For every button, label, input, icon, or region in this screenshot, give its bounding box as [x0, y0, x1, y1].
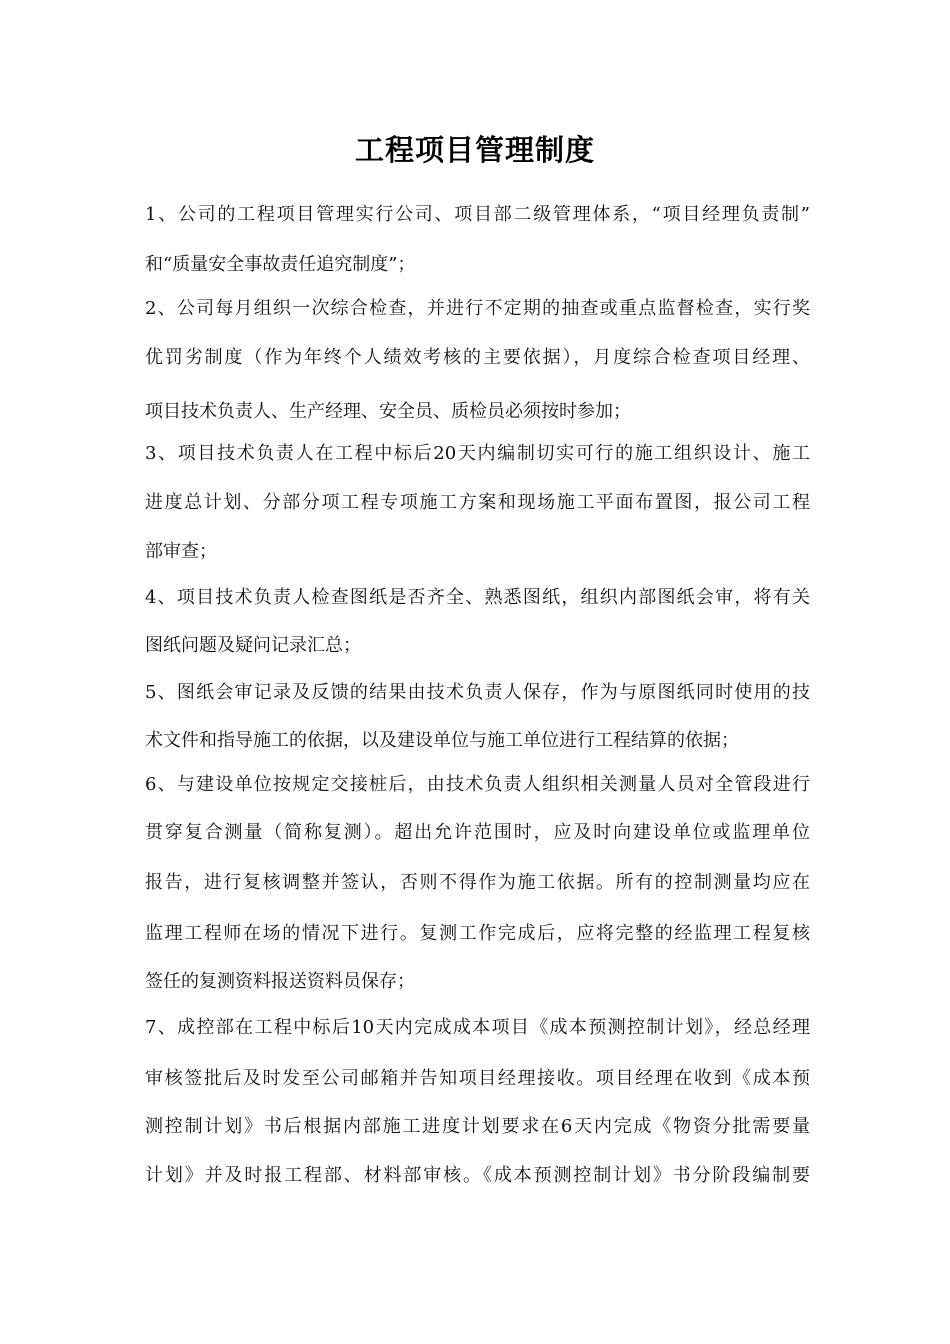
text-line: 和“质量安全事故责任追究制度”； — [145, 254, 416, 275]
text-line: 贯穿复合测量（简称复测）。超出允许范围时，应及时向建设单位或监理单位 — [145, 822, 810, 843]
text-line: 审核签批后及时发至公司邮箱并告知项目经理接收。项目经理在收到《成本预 — [145, 1068, 810, 1089]
text-line: 2、公司每月组织一次综合检查，并进行不定期的抽查或重点监督检查，实行奖 — [145, 298, 810, 319]
document-title: 工程项目管理制度 — [354, 133, 595, 167]
text-line: 监理工程师在场的情况下进行。复测工作完成后，应将完整的经监理工程复核 — [145, 923, 810, 944]
text-line: 3、项目技术负责人在工程中标后20天内编制切实可行的施工组织设计、施工 — [145, 443, 810, 464]
text-line: 项目技术负责人、生产经理、安全员、质检员必须按时参加； — [145, 401, 631, 422]
text-line: 7、成控部在工程中标后10天内完成成本项目《成本预测控制计划》，经总经理 — [145, 1017, 810, 1038]
text-line: 报告，进行复核调整并签认，否则不得作为施工依据。所有的控制测量均应在 — [145, 872, 810, 893]
text-line: 优罚劣制度（作为年终个人绩效考核的主要依据），月度综合检查项目经理、 — [145, 347, 810, 368]
text-line: 进度总计划、分部分项工程专项施工方案和现场施工平面布置图，报公司工程 — [145, 492, 810, 513]
text-line: 部审查； — [145, 541, 217, 562]
text-line: 签任的复测资料报送资料员保存； — [145, 971, 415, 992]
text-line: 6、与建设单位按规定交接桩后，由技术负责人组织相关测量人员对全管段进行 — [145, 774, 810, 795]
text-line: 计划》并及时报工程部、材料部审核。《成本预测控制计划》书分阶段编制要 — [145, 1165, 810, 1186]
text-line: 测控制计划》书后根据内部施工进度计划要求在6天内完成《物资分批需要量 — [145, 1116, 810, 1137]
text-line: 4、项目技术负责人检查图纸是否齐全、熟悉图纸，组织内部图纸会审，将有关 — [145, 587, 810, 608]
text-line: 图纸问题及疑问记录汇总； — [145, 635, 361, 656]
text-line: 术文件和指导施工的依据，以及建设单位与施工单位进行工程结算的依据； — [145, 730, 739, 751]
text-line: 1、公司的工程项目管理实行公司、项目部二级管理体系，“项目经理负责制” — [145, 204, 810, 225]
text-line: 5、图纸会审记录及反馈的结果由技术负责人保存，作为与原图纸同时使用的技 — [145, 682, 810, 703]
